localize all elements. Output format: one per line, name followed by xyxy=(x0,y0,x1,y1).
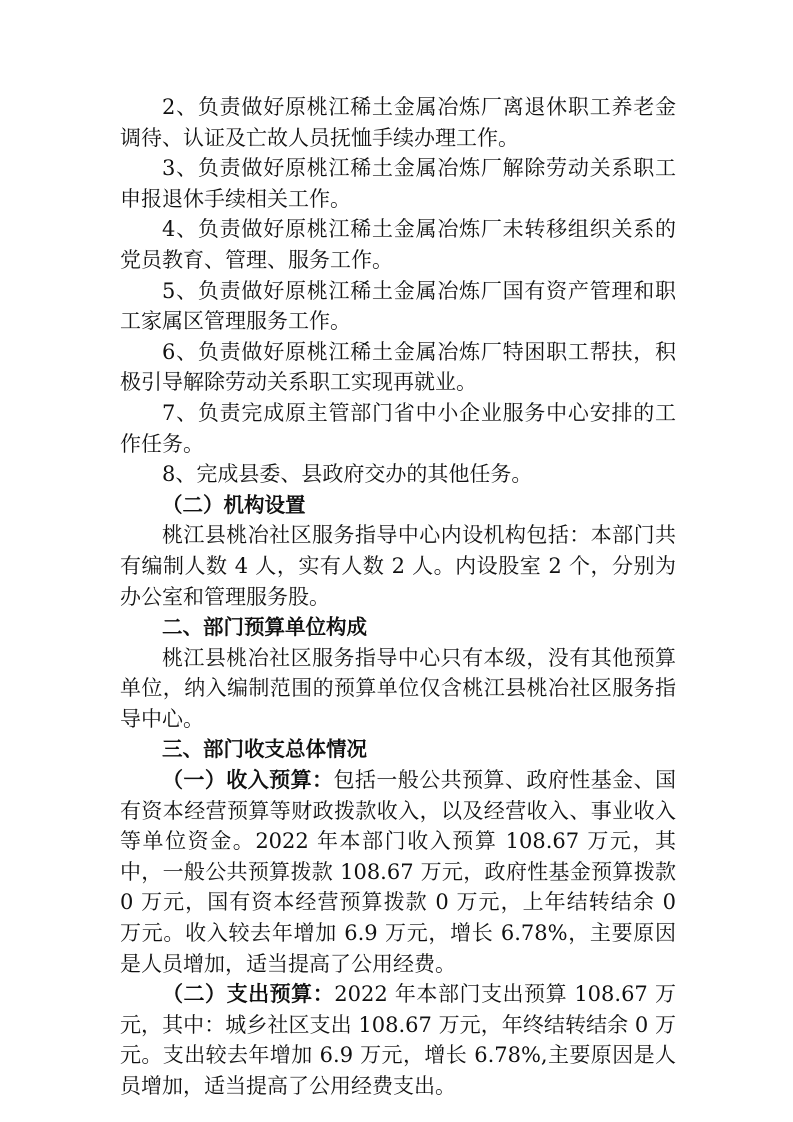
expense-budget-text: 2022 年本部门支出预算 108.67 万元，其中：城乡社区支出 108.67 万元，年终结转结余 0 万元。支出较去年增加 6.9 万元，增长 6.78%,主要原因是人员增加，适当提高了公用经费支出。 xyxy=(120,982,676,1098)
duty-item-2: 2、负责做好原桃江稀土金属冶炼厂离退休职工养老金调待、认证及亡故人员抚恤手续办理工作。 xyxy=(120,95,676,150)
overview-heading: 三、部门收支总体情况 xyxy=(162,737,367,762)
income-budget-label: （一）收入预算： xyxy=(162,768,334,793)
org-setup-heading: （二）机构设置 xyxy=(162,492,306,517)
document-body xyxy=(120,92,676,1102)
duty-item-4: 4、负责做好原桃江稀土金属冶炼厂未转移组织关系的党员教育、管理、服务工作。 xyxy=(120,217,676,272)
budget-units-body: 桃江县桃冶社区服务指导中心只有本级，没有其他预算单位，纳入编制范围的预算单位仅含桃江县桃冶社区服务指导中心。 xyxy=(120,645,676,731)
income-budget-text: 包括一般公共预算、政府性基金、国有资本经营预算等财政拨款收入，以及经营收入、事业收入等单位资金。2022 年本部门收入预算 108.67 万元，其中，一般公共预算拨款 108.67 万元，政府性基金预算拨款 0 万元，国有资本经营预算拨款 0 万元，上年结转结余 0 万元。收入较去年增加 6.9 万元，增长 6.78%，主要原因是人员增加，适当提高了公用经费。 xyxy=(120,768,677,976)
duty-item-7: 7、负责完成原主管部门省中小企业服务中心安排的工作任务。 xyxy=(120,400,676,456)
duty-item-3: 3、负责做好原桃江稀土金属冶炼厂解除劳动关系职工申报退休手续相关工作。 xyxy=(120,156,676,211)
duty-item-5: 5、负责做好原桃江稀土金属冶炼厂国有资产管理和职工家属区管理服务工作。 xyxy=(120,278,676,334)
income-budget-paragraph xyxy=(120,765,676,979)
expense-budget-paragraph xyxy=(120,979,676,1101)
budget-units-heading: 二、部门预算单位构成 xyxy=(162,615,367,640)
org-setup-body: 桃江县桃冶社区服务指导中心内设机构包括：本部门共有编制人数 4 人，实有人数 2 人。内设股室 2 个，分别为办公室和管理服务股。 xyxy=(120,523,676,609)
duty-item-6: 6、负责做好原桃江稀土金属冶炼厂特困职工帮扶，积极引导解除劳动关系职工实现再就业。 xyxy=(120,339,676,395)
expense-budget-label: （二）支出预算： xyxy=(162,982,335,1007)
duty-item-8: 8、完成县委、县政府交办的其他任务。 xyxy=(162,462,533,487)
